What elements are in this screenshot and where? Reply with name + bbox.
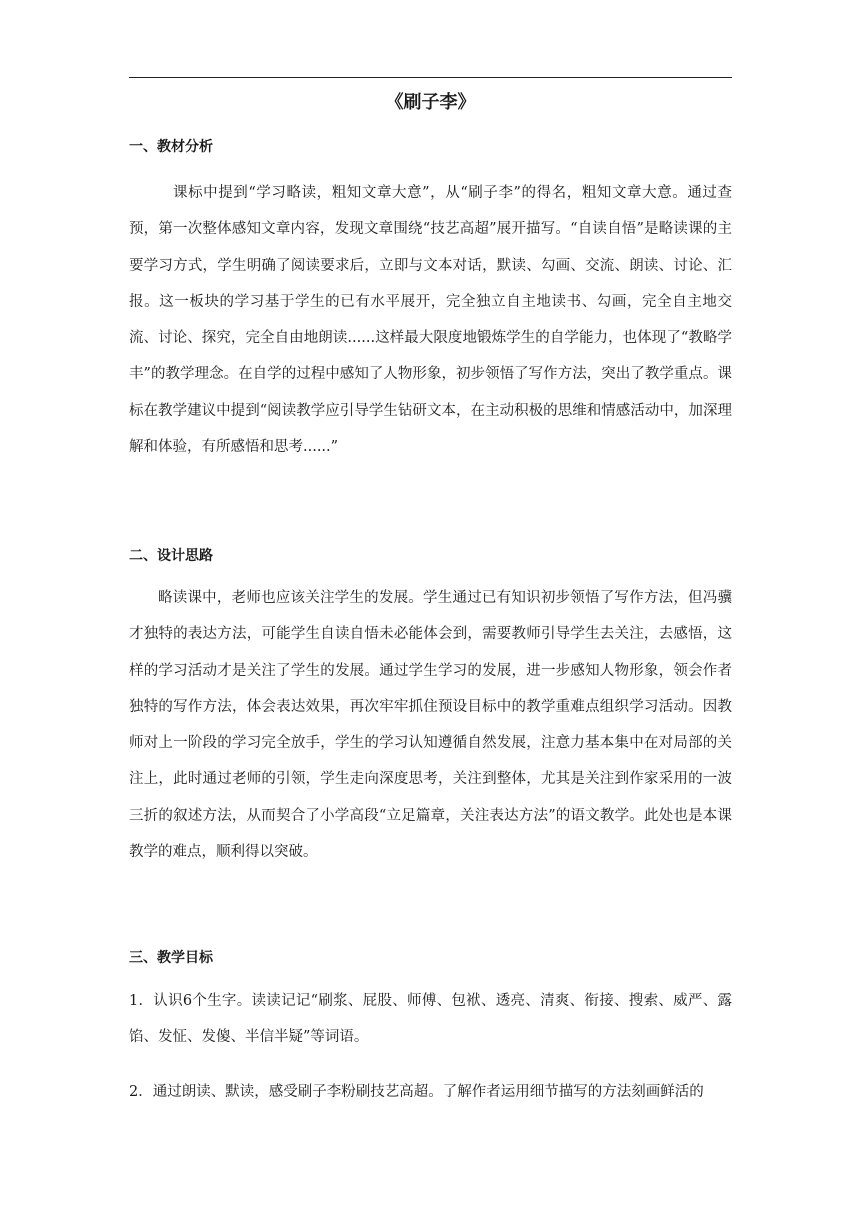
section-heading-design-idea: 二、设计思路 bbox=[129, 548, 213, 564]
section-heading-teaching-goals: 三、教学目标 bbox=[129, 950, 213, 966]
section-heading-material-analysis: 一、教材分析 bbox=[129, 139, 213, 155]
list-item-goal-1: 1．认识6个生字。读读记记“刷浆、屁股、师傅、包袱、透亮、清爽、衔接、搜索、威严、露馅、发怔、发傻、半信半疑”等词语。 bbox=[129, 993, 732, 1046]
header-rule bbox=[129, 77, 732, 78]
document-title: 《刷子李》 bbox=[385, 92, 476, 113]
list-item-goal-2: 2．通过朗读、默读，感受刷子李粉刷技艺高超。了解作者运用细节描写的方法刻画鲜活的 bbox=[129, 1084, 704, 1100]
paragraph-material-analysis: 课标中提到“学习略读，粗知文章大意”，从“刷子李”的得名，粗知文章大意。通过查预，第一次整体感知文章内容，发现文章围绕“技艺高超”展开描写。“自读自悟”是略读课的主要学习方式，学生明确了阅读要求后，立即与文本对话，默读、勾画、交流、朗读、讨论、汇报。这一板块的学习基于学生的已有水平展开，完全独立自主地读书、勾画，完全自主地交流、讨论、探究，完全自由地朗读......这样最大限度地锻炼学生的自学能力，也体现了“教略学丰”的教学理念。在自学的过程中感知了人物形象，初步领悟了写作方法，突出了教学重点。课标在教学建议中提到“阅读教学应引导学生钻研文本，在主动积极的思维和情感活动中，加深理解和体验，有所感悟和思考......” bbox=[129, 185, 732, 456]
paragraph-design-idea: 略读课中，老师也应该关注学生的发展。学生通过已有知识初步领悟了写作方法，但冯骥才独特的表达方法，可能学生自读自悟未必能体会到，需要教师引导学生去关注，去感悟，这样的学习活动才是关注了学生的发展。通过学生学习的发展，进一步感知人物形象，领会作者独特的写作方法，体会表达效果，再次牢牢抓住预设目标中的教学重难点组织学习活动。因教师对上一阶段的学习完全放手，学生的学习认知遵循自然发展，注意力基本集中在对局部的关注上，此时通过老师的引领，学生走向深度思考，关注到整体，尤其是关注到作家采用的一波三折的叙述方法，从而契合了小学高段“立足篇章，关注表达方法”的语文教学。此处也是本课教学的难点，顺利得以突破。 bbox=[129, 590, 732, 861]
